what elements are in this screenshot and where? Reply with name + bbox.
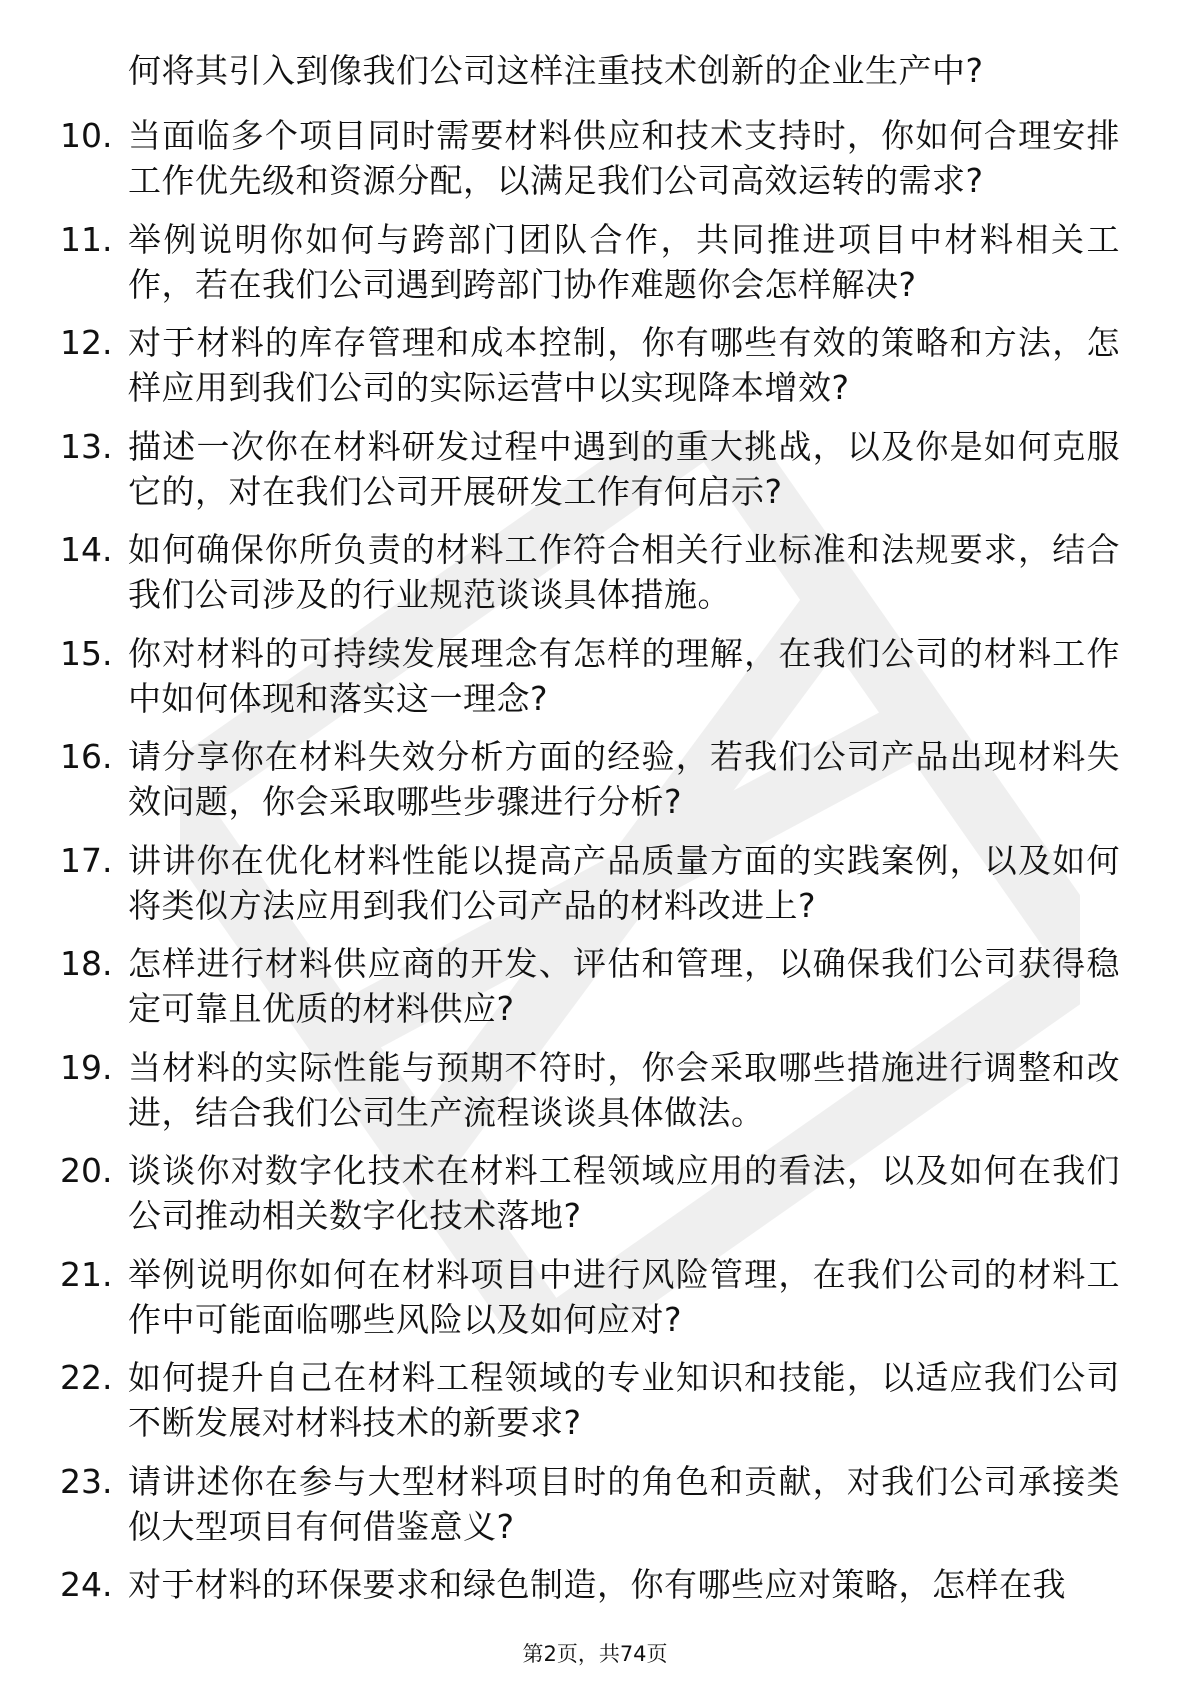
question-text: 请分享你在材料失效分析方面的经验，若我们公司产品出现材料失效问题，你会采取哪些步骤进行分析?	[128, 737, 1120, 821]
question-number: 24.	[60, 1565, 113, 1604]
list-item	[0, 838, 1190, 942]
question-number: 15.	[60, 633, 113, 673]
list-item	[0, 1459, 1190, 1563]
question-text: 你对材料的可持续发展理念有怎样的理解，在我们公司的材料工作中如何体现和落实这一理念?	[128, 633, 1120, 718]
question-number: 14.	[60, 530, 113, 569]
question-text: 如何确保你所负责的材料工作符合相关行业标准和法规要求，结合我们公司涉及的行业规范谈谈具体措施。	[128, 530, 1120, 614]
question-number: 12.	[60, 323, 113, 362]
question-text: 怎样进行材料供应商的开发、评估和管理，以确保我们公司获得稳定可靠且优质的材料供应?	[128, 944, 1120, 1028]
list-item	[0, 320, 1190, 424]
question-text: 当面临多个项目同时需要材料供应和技术支持时，你如何合理安排工作优先级和资源分配，以满足我们公司高效运转的需求?	[128, 116, 1120, 200]
question-number: 11.	[60, 219, 113, 259]
question-text: 举例说明你如何在材料项目中进行风险管理，在我们公司的材料工作中可能面临哪些风险以及如何应对?	[128, 1254, 1120, 1339]
question-text: 如何提升自己在材料工程领域的专业知识和技能，以适应我们公司不断发展对材料技术的新要求?	[128, 1358, 1120, 1442]
list-item	[0, 941, 1190, 1045]
list-item	[0, 527, 1190, 631]
list-item	[0, 734, 1190, 838]
question-number: 16.	[60, 737, 113, 776]
list-item	[0, 113, 1190, 217]
question-number: 21.	[60, 1254, 113, 1294]
question-number: 19.	[60, 1047, 113, 1087]
question-number: 17.	[60, 840, 113, 880]
list-item	[0, 217, 1190, 321]
question-number: 13.	[60, 426, 113, 466]
list-item	[0, 424, 1190, 528]
question-number: 18.	[60, 944, 113, 983]
page-footer: 第2页，共74页	[522, 1642, 668, 1666]
question-number: 22.	[60, 1358, 113, 1397]
list-item-continued	[0, 48, 1190, 113]
question-text: 讲讲你在优化材料性能以提高产品质量方面的实践案例，以及如何将类似方法应用到我们公司产品的材料改进上?	[128, 840, 1120, 925]
list-item	[0, 1045, 1190, 1149]
question-text: 当材料的实际性能与预期不符时，你会采取哪些措施进行调整和改进，结合我们公司生产流程谈谈具体做法。	[128, 1047, 1120, 1132]
question-text: 对于材料的环保要求和绿色制造，你有哪些应对策略，怎样在我	[128, 1565, 1066, 1604]
question-text: 谈谈你对数字化技术在材料工程领域应用的看法，以及如何在我们公司推动相关数字化技术落地?	[128, 1151, 1120, 1235]
question-number: 23.	[60, 1461, 113, 1501]
question-text: 举例说明你如何与跨部门团队合作，共同推进项目中材料相关工作，若在我们公司遇到跨部门协作难题你会怎样解决?	[128, 219, 1120, 304]
list-item	[0, 1355, 1190, 1459]
question-text: 何将其引入到像我们公司这样注重技术创新的企业生产中?	[128, 51, 984, 90]
question-text: 对于材料的库存管理和成本控制，你有哪些有效的策略和方法，怎样应用到我们公司的实际运营中以实现降本增效?	[128, 323, 1120, 407]
question-number: 10.	[60, 116, 113, 155]
question-text: 请讲述你在参与大型材料项目时的角色和贡献，对我们公司承接类似大型项目有何借鉴意义?	[128, 1461, 1120, 1546]
question-list	[0, 48, 1190, 1666]
list-item	[0, 1148, 1190, 1252]
question-number: 20.	[60, 1151, 113, 1190]
list-item	[0, 1252, 1190, 1356]
question-text: 描述一次你在材料研发过程中遇到的重大挑战，以及你是如何克服它的，对在我们公司开展研发工作有何启示?	[128, 426, 1120, 511]
list-item	[0, 631, 1190, 735]
